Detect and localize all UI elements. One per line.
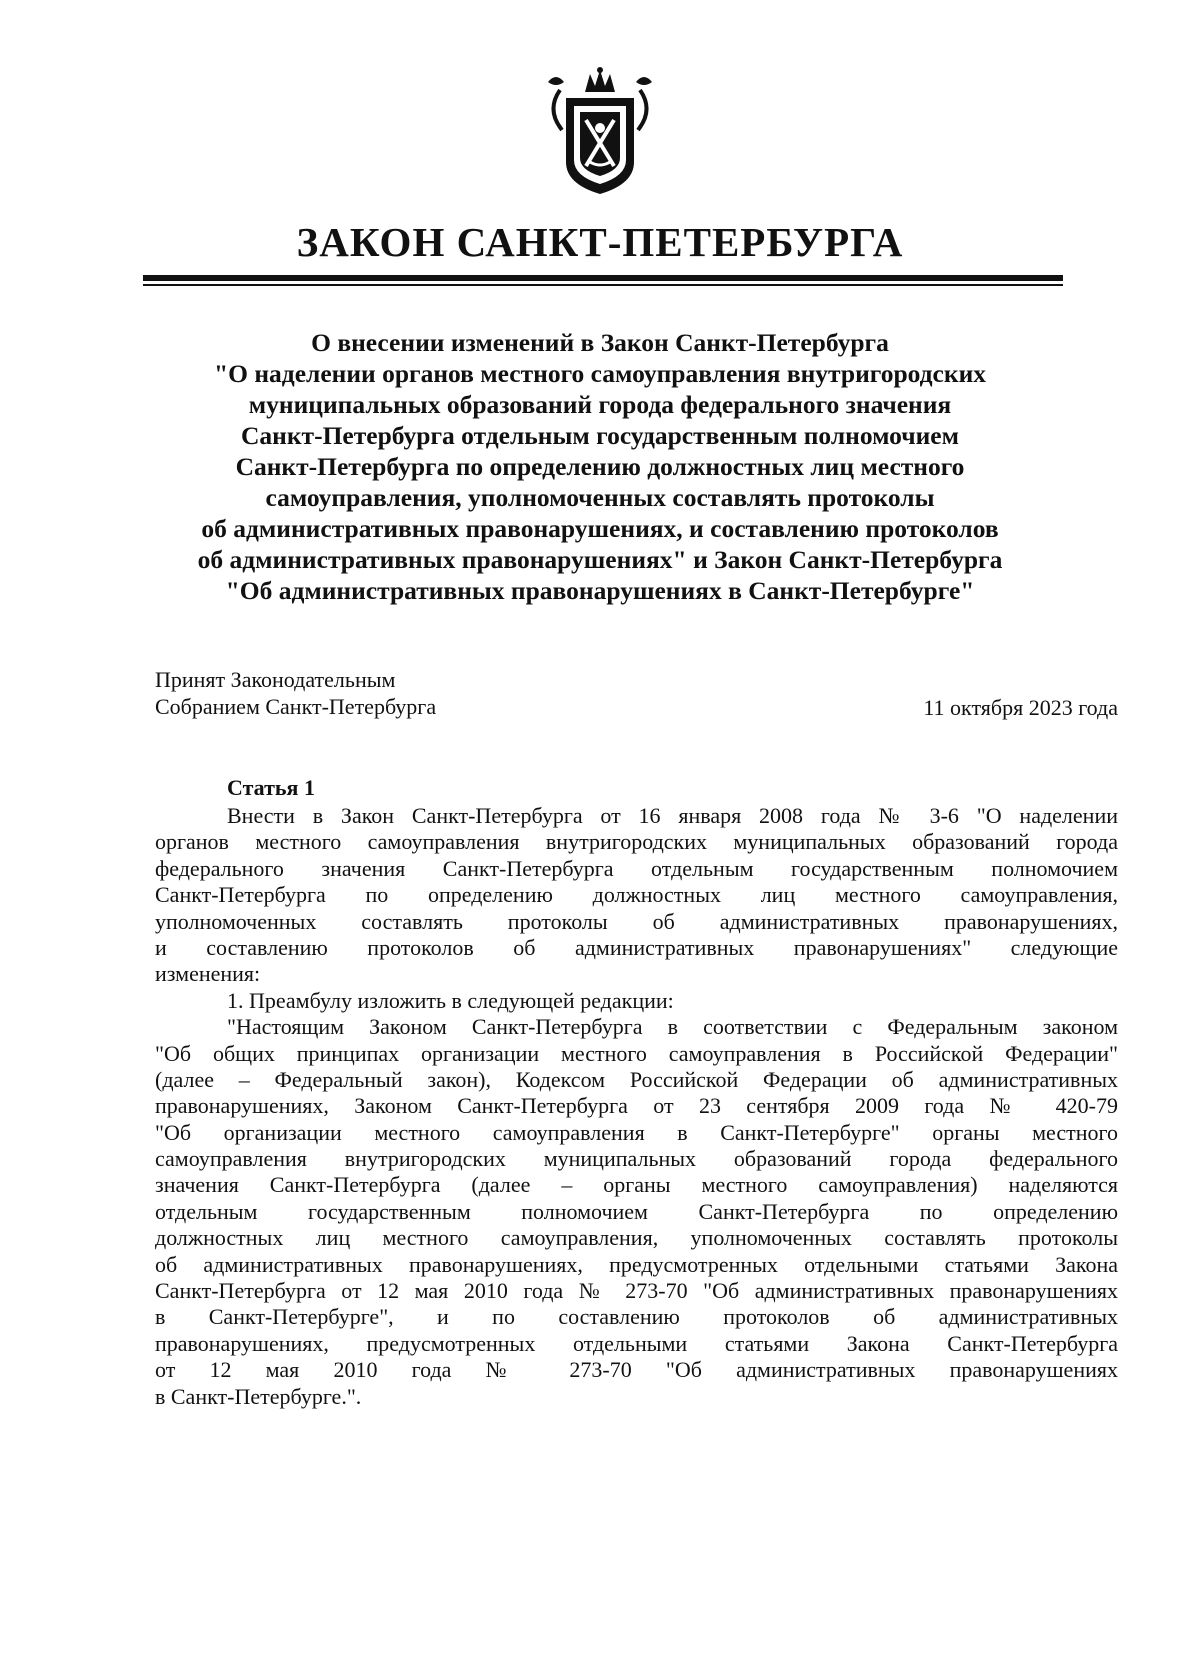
subtitle-line: О внесении изменений в Закон Санкт-Петербурга (311, 328, 889, 357)
subtitle-line: об административных правонарушениях, и составлению протоколов (201, 514, 999, 543)
subtitle-line: Санкт-Петербурга по определению должностных лиц местного (235, 452, 965, 481)
body-line: самоуправления внутригородских муниципальных образований города федерального (155, 1146, 1118, 1172)
body-line: изменения: (155, 961, 261, 987)
adoption-date: 11 октября 2023 года (923, 695, 1118, 720)
adoption-line: Принят Законодательным (155, 667, 396, 692)
body-line: федерального значения Санкт-Петербурга отдельным государственным полномочием (155, 855, 1118, 881)
body-line: 1. Преамбулу изложить в следующей редакции: (227, 987, 674, 1013)
body-line: правонарушениях, предусмотренных отдельными статьями Закона Санкт-Петербурга (155, 1330, 1118, 1356)
body-line: и составлению протоколов об административных правонарушениях" следующие (155, 934, 1118, 960)
body-line: Санкт-Петербурга от 12 мая 2010 года № 273-70 "Об административных правонарушениях (155, 1278, 1118, 1304)
adoption-line: Собранием Санкт-Петербурга (155, 694, 437, 719)
adoption-block (155, 666, 436, 720)
law-subtitle (150, 327, 1050, 606)
subtitle-line: "Об административных правонарушениях в Санкт-Петербурге" (225, 576, 975, 605)
body-line: "Об организации местного самоуправления в Санкт-Петербурге" органы местного (155, 1119, 1118, 1145)
subtitle-line: "О наделении органов местного самоуправления внутригородских (213, 359, 987, 388)
body-line: об административных правонарушениях, предусмотренных отдельными статьями Закона (155, 1251, 1118, 1277)
body-line: "Настоящим Законом Санкт-Петербурга в соответствии с Федеральным законом (227, 1014, 1118, 1040)
body-line: должностных лиц местного самоуправления, уполномоченных составлять протоколы (155, 1225, 1118, 1251)
title-underline-thick (143, 275, 1063, 281)
subtitle-line: муниципальных образований города федерального значения (248, 390, 952, 419)
body-line: "Об общих принципах организации местного самоуправления в Российской Федерации" (155, 1040, 1118, 1066)
body-line: (далее – Федеральный закон), Кодексом Российской Федерации об административных (155, 1066, 1118, 1092)
body-line: в Санкт-Петербурге", и по составлению протоколов об административных (155, 1304, 1118, 1330)
body-line: органов местного самоуправления внутригородских муниципальных образований города (155, 829, 1118, 855)
article-body (155, 803, 1118, 1410)
article-heading: Статья 1 (227, 775, 315, 800)
body-line: Санкт-Петербурга по определению должностных лиц местного самоуправления, (155, 882, 1118, 908)
coat-of-arms-emblem (530, 62, 670, 202)
subtitle-line: самоуправления, уполномоченных составлять протоколы (265, 483, 935, 512)
body-line: от 12 мая 2010 года № 273-70 "Об административных правонарушениях (155, 1357, 1118, 1383)
body-line: в Санкт-Петербурге.". (155, 1383, 362, 1409)
subtitle-line: об административных правонарушениях" и Закон Санкт-Петербурга (197, 545, 1003, 574)
body-line: значения Санкт-Петербурга (далее – органы местного самоуправления) наделяются (155, 1172, 1118, 1198)
title-underline-thin (143, 284, 1063, 286)
body-line: уполномоченных составлять протоколы об административных правонарушениях, (155, 908, 1118, 934)
body-line: отдельным государственным полномочием Санкт-Петербурга по определению (155, 1198, 1118, 1224)
subtitle-line: Санкт-Петербурга отдельным государственным полномочием (241, 421, 959, 450)
body-line: правонарушениях, Законом Санкт-Петербурга от 23 сентября 2009 года № 420-79 (155, 1093, 1118, 1119)
law-title: ЗАКОН САНКТ-ПЕТЕРБУРГА (296, 219, 904, 265)
body-line: Внести в Закон Санкт-Петербурга от 16 января 2008 года № 3-6 "О наделении (227, 803, 1118, 828)
